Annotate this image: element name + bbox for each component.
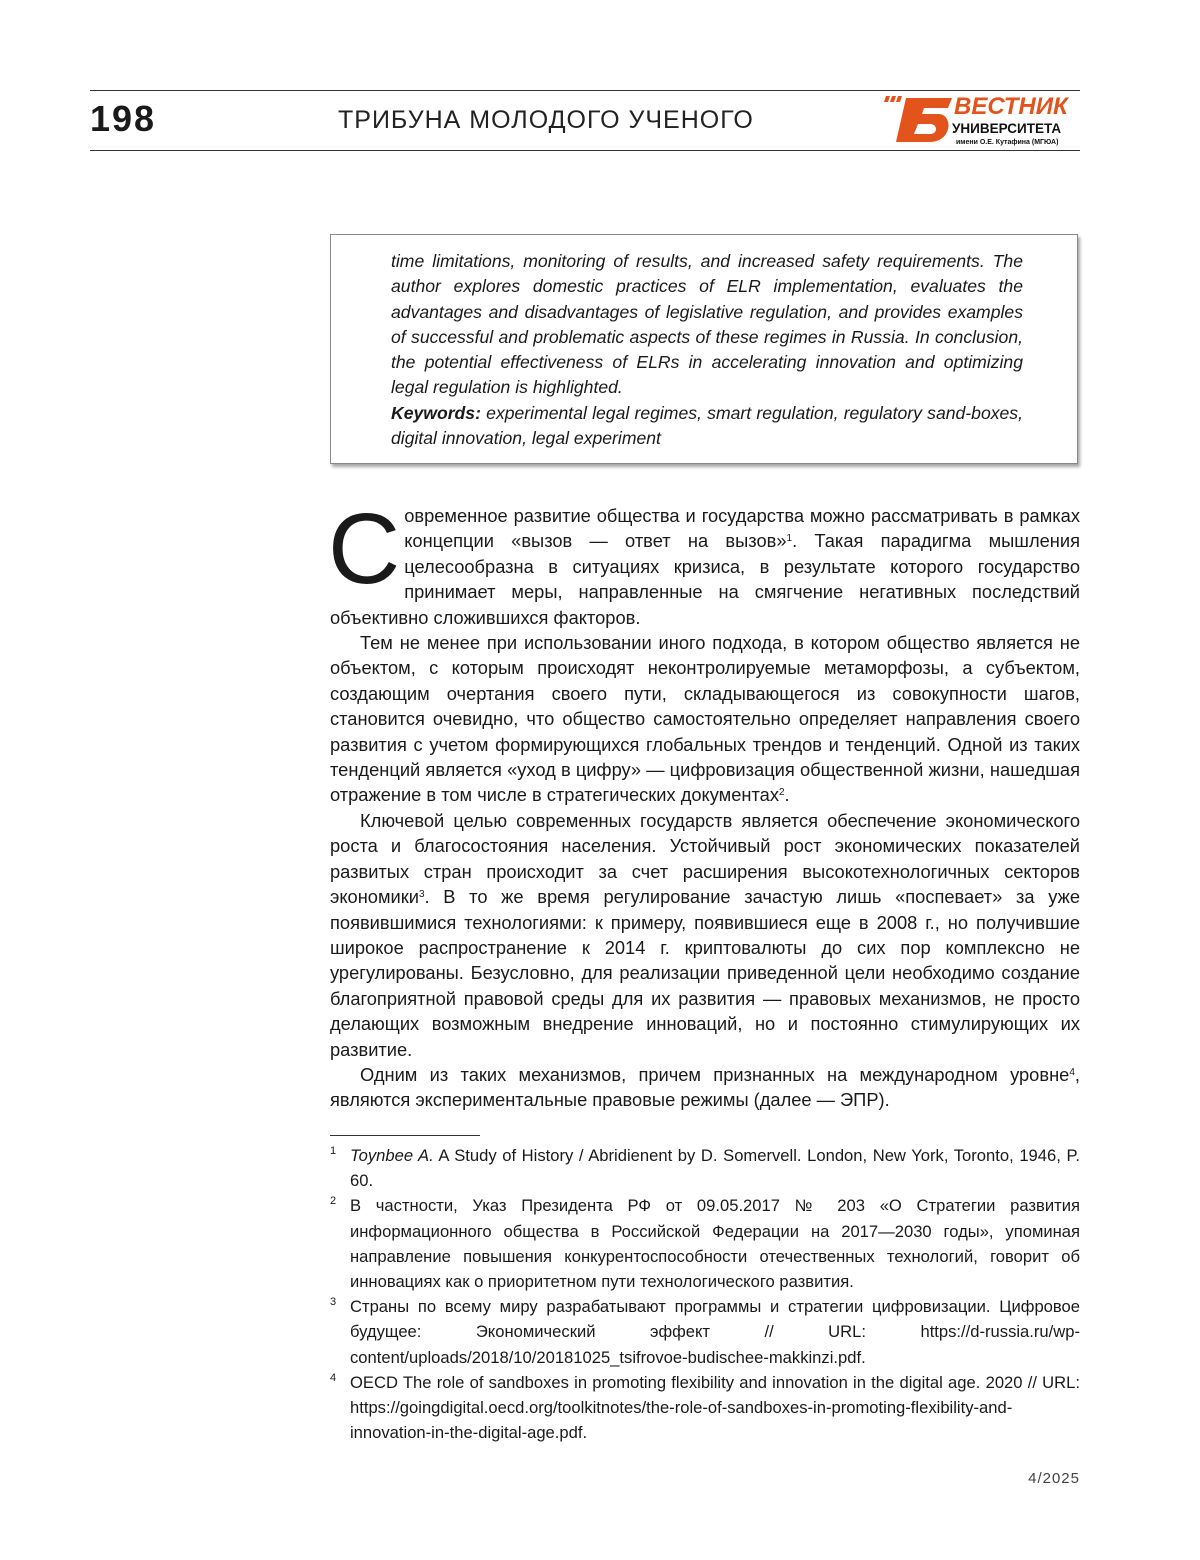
logo-title: ВЕСТНИК (954, 93, 1070, 120)
paragraph-1 (330, 503, 1080, 630)
text: . Такая парадигма мышления целесообразна в ситуациях кризиса, в результате которого государство принимает меры, направленные на смягчение негативных последствий объективно сложившихся факторов. (330, 530, 1080, 627)
footnote-4 (330, 1370, 1080, 1446)
journal-logo (880, 92, 1080, 148)
footnote-ref-2[interactable]: 2 (779, 787, 785, 798)
text: овременное развитие общества и государства можно рассматривать в рамках концепции «вызов — ответ на вызов» (404, 505, 1080, 551)
svg-text:УНИВЕРСИТЕТА: УНИВЕРСИТЕТА (952, 121, 1061, 136)
footnote-1 (330, 1143, 1080, 1193)
keywords-text: experimental legal regimes, smart regulation, regulatory sand-boxes, digital innovation, legal experiment (391, 403, 1023, 448)
footnote-text: Страны по всему миру разрабатывают программы и стратегии цифровизации. Цифровое будущее: Экономический эффект // URL: https://d-russia.ru/wp-content/uploads/2018/10/20181025_tsifrovoe-budischee-makkinzi.pdf. (350, 1297, 1080, 1366)
footnote-separator (330, 1135, 480, 1136)
footnote-author: Toynbee A. (350, 1146, 434, 1165)
footnote-ref-4[interactable]: 4 (1069, 1067, 1075, 1078)
footnote-number: 4 (330, 1366, 336, 1391)
section-rubric: ТРИБУНА МОЛОДОГО УЧЕНОГО (338, 106, 754, 135)
footnote-number: 1 (330, 1139, 336, 1164)
paragraph-4 (330, 1062, 1080, 1113)
footnotes (330, 1143, 1080, 1445)
header-top-rule (90, 90, 1080, 91)
footnote-text: OECD The role of sandboxes in promoting flexibility and innovation in the digital age. 2020 // URL: https://goingdigital.oecd.org/toolkitnotes/the-role-of-sandboxes-in-promoting-flexibility-and-innovation-in-the-digital-age.pdf. (350, 1373, 1080, 1442)
footnote-ref-1[interactable]: 1 (787, 533, 793, 544)
drop-cap: С (328, 509, 400, 587)
abstract-text: time limitations, monitoring of results, and increased safety requirements. The author explores domestic practices of ELR implementation, evaluates the advantages and disadvantages of legislative regulation, and provides examples of successful and problematic aspects of these regimes in Russia. In conclusion, the potential effectiveness of ELRs in accelerating innovation and optimizing legal regulation is highlighted. (391, 251, 1023, 397)
header-bottom-rule (90, 150, 1080, 151)
paragraph-3 (330, 808, 1080, 1062)
footnote-3 (330, 1294, 1080, 1370)
footnote-ref-3[interactable]: 3 (419, 889, 425, 900)
text: Одним из таких механизмов, причем признанных на международном уровне (360, 1064, 1069, 1085)
issue-number: 4/2025 (1028, 1470, 1080, 1487)
footnote-number: 2 (330, 1189, 336, 1214)
footnote-2 (330, 1193, 1080, 1294)
text: Ключевой целью современных государств является обеспечение экономического роста и благосостояния населения. Устойчивый рост экономических показателей развитых стран происходит за счет расширения высокотехнологичных секторов экономики (330, 810, 1080, 907)
article-body (330, 503, 1080, 1113)
paragraph-2 (330, 630, 1080, 808)
text: . В то же время регулирование зачастую лишь «поспевает» за уже появившимися технологиями: к примеру, появившиеся еще в 2008 г., но получившие широкое распространение к 2014 г. криптовалюты до сих пор комплексно не урегулированы. Безусловно, для реализации приведенной цели необходимо создание благоприятной правовой среды для их развития — правовых механизмов, не просто делающих возможным внедрение инноваций, но и постоянно стимулирующих их развитие. (330, 886, 1080, 1059)
page-number: 198 (90, 98, 156, 140)
svg-text:имени О.Е. Кутафина (МГЮА): имени О.Е. Кутафина (МГЮА) (956, 139, 1058, 146)
footnote-text: A Study of History / Abridienent by D. Somervell. London, New York, Toronto, 1946, P. 60. (350, 1146, 1080, 1190)
abstract-box (330, 234, 1078, 464)
text: Тем не менее при использовании иного подхода, в котором общество является не объектом, с которым происходят неконтролируемые метаморфозы, а субъектом, создающим очертания своего пути, складывающегося из совокупности шагов, становится очевидно, что общество самостоятельно определяет направления своего развития с учетом формирующихся глобальных трендов и тенденций. Одной из таких тенденций является «уход в цифру» — цифровизация общественной жизни, нашедшая отражение в том числе в стратегических документах (330, 632, 1080, 805)
text: , являются экспериментальные правовые режимы (далее — ЭПР). (330, 1064, 1080, 1110)
footnote-text: В частности, Указ Президента РФ от 09.05.2017 № 203 «О Стратегии развития информационного общества в Российской Федерации на 2017—2030 годы», упоминая направление повышения конкурентоспособности отечественных технологий, говорит об инновациях как о приоритетном пути технологического развития. (350, 1196, 1080, 1291)
text: . (785, 784, 790, 805)
footnote-number: 3 (330, 1290, 336, 1315)
keywords-label: Keywords: (391, 403, 481, 423)
